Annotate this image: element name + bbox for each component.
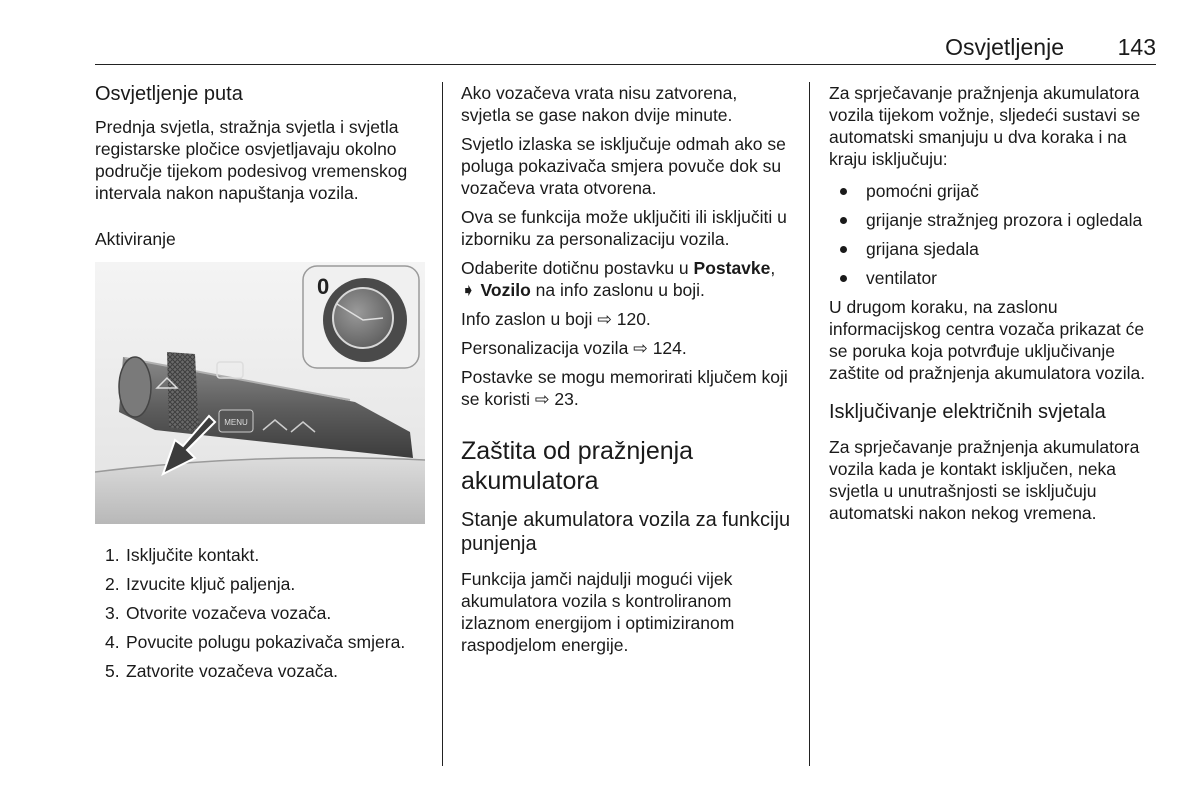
paragraph-settings-path: Odaberite dotičnu postavku u Postavke, ➧ Vozilo na info zaslonu u boji. [461, 258, 776, 300]
cross-reference: Postavke se mogu memorirati ključem koji se koristi ⇨ 23. [461, 367, 788, 409]
paragraph: Za sprječavanje pražnjenja akumulatora vozila tijekom vožnje, sljedeći sustavi se automatski smanjuju u dva koraka i na kraju isključuju: [829, 83, 1141, 169]
paragraph: Za sprječavanje pražnjenja akumulatora vozila kada je kontakt isključen, neka svjetla u unutrašnjosti se isključuju automatski nakon nekog vremena. [829, 437, 1140, 523]
list-item: 2. Izvucite ključ paljenja. [105, 574, 296, 594]
column-divider [442, 82, 443, 766]
page-number: 143 [1117, 34, 1156, 60]
list-item: grijanje stražnjeg prozora i ogledala [829, 209, 1159, 231]
paragraph: U drugom koraku, na zaslonu informacijskog centra vozača prikazat će se poruka koja potvrđuje uključivanje zaštite od pražnjenja akumulatora vozila. [829, 297, 1146, 383]
list-item: 3. Otvorite vozačeva vozača. [105, 603, 332, 623]
list-item: grijana sjedala [829, 238, 1159, 260]
column-left [95, 82, 425, 689]
column-divider [809, 82, 810, 766]
paragraph: Svjetlo izlaska se isključuje odmah ako se poluga pokazivača smjera povuče dok su vozačeva vrata otvorena. [461, 134, 786, 198]
list-item: ventilator [829, 267, 1159, 289]
vehicle-menu-label: Vozilo [480, 280, 531, 300]
column-right [829, 82, 1159, 531]
cross-reference: Info zaslon u boji ⇨ 120. [461, 309, 651, 329]
paragraph: Ako vozačeva vrata nisu zatvorena, svjetla se gase nakon dvije minute. [461, 83, 738, 125]
section-title: Osvjetljenje [945, 34, 1064, 60]
paragraph: Prednja svjetla, stražnja svjetla i svjetla registarske pločice osvjetljavaju okolno područje tijekom podesivog vremenskog intervala nakon napuštanja vozila. [95, 117, 408, 203]
reduced-systems-list [829, 180, 1159, 289]
inset-position-label: 0 [317, 274, 330, 299]
subheading-activation: Aktiviranje [95, 229, 176, 249]
paragraph: Ova se funkcija može uključiti ili isključiti u izborniku za personalizaciju vozila. [461, 207, 787, 249]
paragraph: Funkcija jamči najdulji mogući vijek akumulatora vozila s kontroliranom izlaznom energijom i optimiziranom raspodjelom energije. [461, 569, 735, 655]
page-header [95, 30, 1156, 65]
list-item: 1. Isključite kontakt. [105, 545, 260, 565]
turn-signal-lever-illustration [95, 262, 425, 524]
heading-exit-lighting: Osvjetljenje puta [95, 83, 243, 105]
menu-button-label: MENU [224, 418, 248, 427]
column-middle [461, 82, 791, 663]
heading-battery-discharge-protection: Zaštita od pražnjenja akumulatora [461, 437, 694, 495]
activation-steps-list [95, 544, 425, 682]
heading-battery-state: Stanje akumulatora vozila za funkciju punjenja [461, 509, 791, 555]
heading-electric-lights-off: Isključivanje električnih svjetala [829, 401, 1106, 423]
settings-menu-label: Postavke [693, 258, 771, 278]
lever-figure-svg [95, 262, 425, 524]
cross-reference: Personalizacija vozila ⇨ 124. [461, 338, 687, 358]
list-item: 5. Zatvorite vozačeva vozača. [105, 661, 339, 681]
list-item: pomoćni grijač [829, 180, 1159, 202]
list-item: 4. Povucite polugu pokazivača smjera. [105, 632, 406, 652]
